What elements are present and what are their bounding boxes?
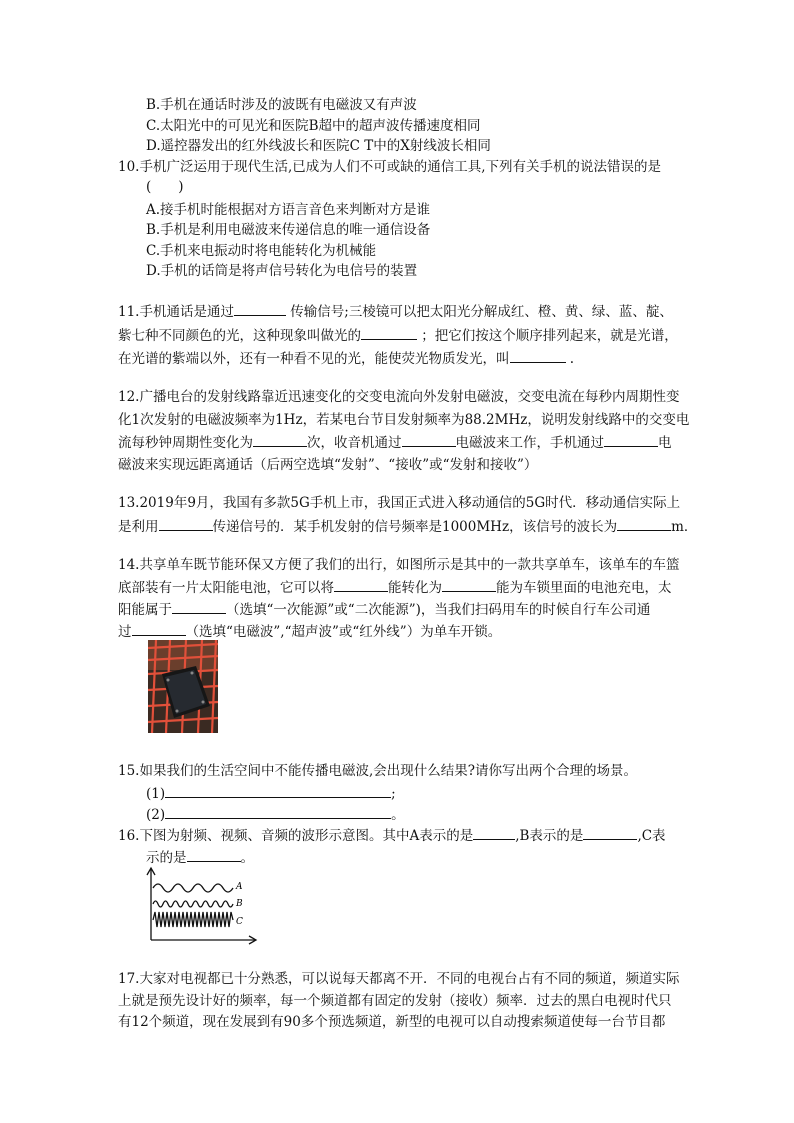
q10-option-a: A.接手机时能根据对方语言音色来判断对方是谁 (146, 202, 431, 218)
q15-end: 。 (391, 807, 405, 823)
q11-line-2 (118, 326, 678, 345)
q13-text: 传递信号的．某手机发射的信号频率是1000MHz，该信号的波长为 (212, 519, 618, 535)
q16-text: 。 (240, 850, 254, 866)
q10-option-b: B.手机是利用电磁波来传递信息的唯一通信设备 (146, 222, 431, 238)
q14-text: 能为车锁里面的电池充电，太 (496, 580, 672, 596)
wave-c (153, 912, 233, 927)
q14-text: 能转化为 (388, 580, 442, 596)
q14-text: 阳能属于 (118, 602, 172, 618)
q15-blank-2[interactable] (165, 805, 391, 819)
q16-text: 16.下图为射频、视频、音频的波形示意图。其中A表示的是 (118, 828, 474, 844)
q11-text: 11.手机通话是通过 (118, 304, 234, 320)
q15-blank-1[interactable] (165, 784, 391, 798)
q16-blank-3[interactable] (187, 848, 241, 862)
q13-line-1: 13.2019年9月，我国有多款5G手机上市，我国正式进入移动通信的5G时代．移动通信实际上 (118, 495, 681, 511)
q15-stem: 15.如果我们的生活空间中不能传播电磁波,会出现什么结果?请你写出两个合理的场景。 (118, 763, 637, 779)
q13-line-2 (118, 517, 697, 536)
q10-option-c: C.手机来电振动时将电能转化为机械能 (146, 243, 377, 259)
q12-text: 次，收音机通过 (307, 435, 402, 451)
q11-blank-3[interactable] (510, 349, 566, 363)
q12-line-3 (118, 433, 672, 452)
q17-line-3: 有12个频道，现在发展到有90多个预选频道，新型的电视可以自动搜索频道使每一台节目都 (118, 1014, 666, 1030)
q14-text: （选填“一次能源”或“二次能源”)，当我们扫码用车的时候自行车公司通 (226, 602, 651, 618)
q11-blank-2[interactable] (361, 326, 417, 340)
wave-label-b: B (236, 899, 243, 909)
wave-label-c: C (236, 917, 243, 927)
q16-blank-2[interactable] (583, 826, 637, 840)
q10-answer-paren: ( ) (146, 179, 184, 195)
q10-option-d: D.手机的话筒是将声信号转化为电信号的装置 (146, 263, 418, 279)
q12-text: 电磁波来工作，手机通过 (455, 435, 604, 451)
q14-text: 底部装有一片太阳能电池，它可以将 (118, 580, 334, 596)
waveform-diagram (144, 866, 262, 946)
q13-blank-1[interactable] (159, 517, 213, 531)
wave-a (153, 884, 233, 892)
q13-blank-2[interactable] (617, 517, 671, 531)
q14-blank-1[interactable] (334, 578, 388, 592)
shared-bike-basket-photo (148, 640, 218, 733)
bike-basket-solar-panel-image (148, 640, 218, 733)
q16-line-2 (146, 848, 254, 867)
q10-stem: 10.手机广泛运用于现代生活,已成为人们不可或缺的通信工具,下列有关手机的说法错误的是 (118, 159, 662, 175)
q14-text: 过 (118, 624, 132, 640)
q11-blank-1[interactable] (234, 302, 286, 316)
q9-option-c: C.太阳光中的可见光和医院B超中的超声波传播速度相同 (146, 118, 481, 134)
q11-text: . (569, 351, 575, 367)
q12-line-4: 磁波来实现远距离通话（后两空选填“发射”、“接收”或“发射和接收”） (118, 457, 538, 473)
q9-option-b: B.手机在通话时涉及的波既有电磁波又有声波 (146, 97, 417, 113)
q14-text: （选填“电磁波”,“超声波”或“红外线”）为单车开锁。 (185, 624, 502, 640)
q12-blank-3[interactable] (604, 433, 658, 447)
q9-option-d: D.遥控器发出的红外线波长和医院C T中的X射线波长相同 (146, 138, 491, 154)
q11-line-3 (118, 349, 574, 368)
q16-text: 示的是 (146, 850, 187, 866)
q15-label: (1) (146, 786, 166, 802)
q15-scene-1 (146, 784, 396, 803)
q15-label: (2) (146, 807, 166, 823)
q13-text: 是利用 (118, 519, 159, 535)
q13-text: m． (671, 519, 698, 535)
q15-scene-2 (146, 805, 405, 824)
q12-blank-1[interactable] (253, 433, 307, 447)
q11-text: 传输信号;三棱镜可以把太阳光分解成红、橙、黄、绿、蓝、靛、 (290, 304, 673, 320)
q12-text: 流每秒钟周期性变化为 (118, 435, 253, 451)
q17-line-1: 17.大家对电视都已十分熟悉，可以说每天都离不开．不同的电视台占有不同的频道，频道实际 (118, 971, 680, 987)
q14-line-4 (118, 622, 501, 641)
q16-line-1 (118, 826, 666, 845)
q14-blank-4[interactable] (132, 622, 186, 636)
q14-blank-2[interactable] (442, 578, 496, 592)
q11-text: 紫七种不同颜色的光，这种现象叫做光的 (118, 328, 361, 344)
q12-line-2: 化1次发射的电磁波频率为1Hz，若某电台节目发射频率为88.2MHz，说明发射线路中的交变电 (118, 412, 690, 428)
q16-text: ,C表 (637, 828, 666, 844)
q11-text: ；把它们按这个顺序排列起来，就是光谱， (421, 328, 678, 344)
q12-blank-2[interactable] (402, 433, 456, 447)
wave-b (153, 901, 233, 907)
q16-blank-1[interactable] (473, 826, 515, 840)
q17-line-2: 上就是预先设计好的频率，每一个频道都有固定的发射（接收）频率．过去的黑白电视时代只 (118, 993, 672, 1009)
q15-end: ; (391, 786, 396, 802)
q14-line-2 (118, 578, 672, 597)
q11-text: 在光谱的紫端以外，还有一种看不见的光，能使荧光物质发光，叫 (118, 351, 510, 367)
q12-text: 电 (658, 435, 672, 451)
wave-label-a: A (236, 882, 243, 892)
q14-line-1: 14.共享单车既节能环保又方便了我们的出行，如图所示是其中的一款共享单车，该单车的车篮 (118, 557, 680, 573)
q12-line-1: 12.广播电台的发射线路靠近迅速变化的交变电流向外发射电磁波，交变电流在每秒内周期性变 (118, 389, 680, 405)
q11-line-1 (118, 302, 673, 321)
q14-line-3 (118, 600, 650, 619)
q16-text: ,B表示的是 (515, 828, 584, 844)
q14-blank-3[interactable] (172, 600, 226, 614)
